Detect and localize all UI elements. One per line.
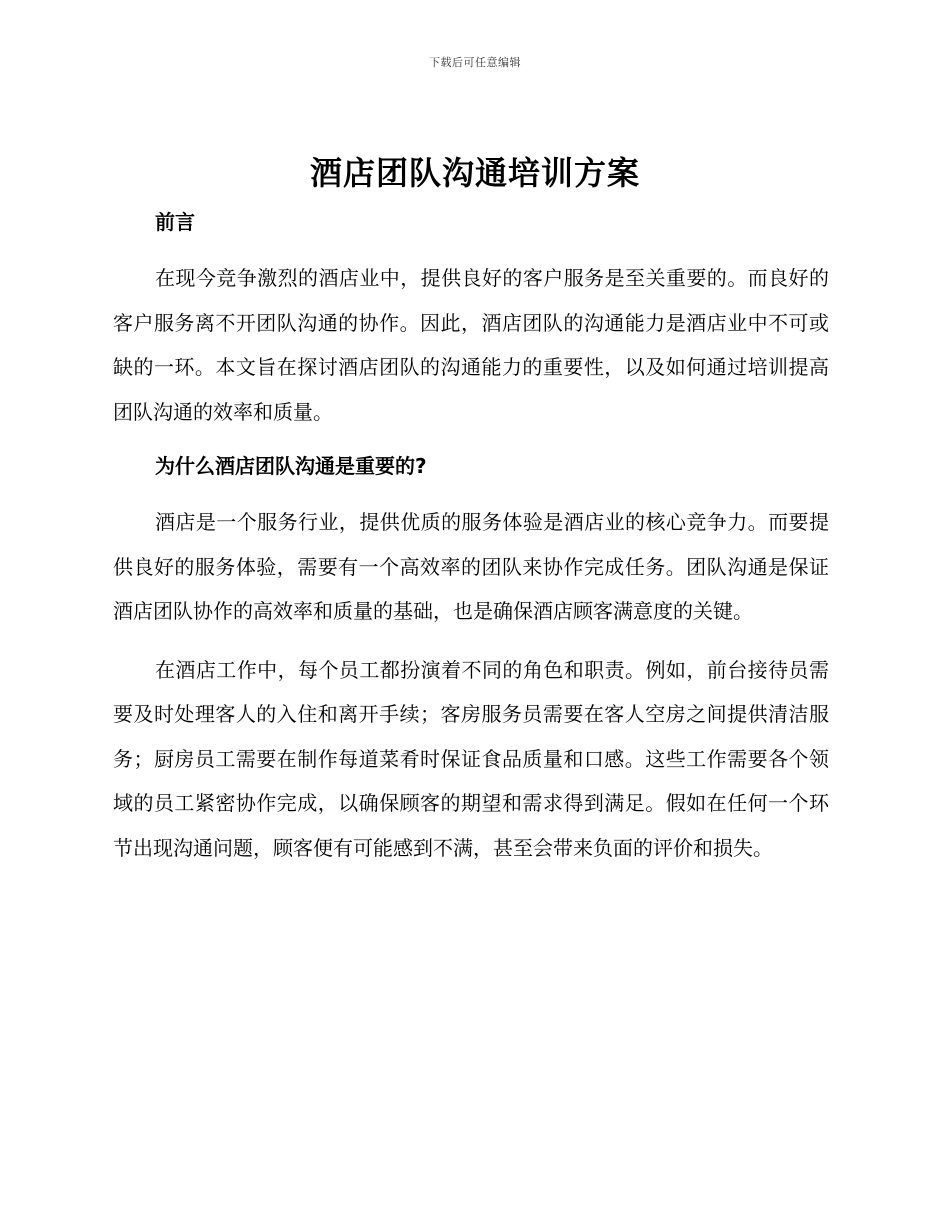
header-note: 下载后可任意编辑 [429, 56, 521, 69]
paragraph: 酒店是一个服务行业，提供优质的服务体验是酒店业的核心竞争力。而要提供良好的服务体验，需要有一个高效率的团队来协作完成任务。团队沟通是保证酒店团队协作的高效率和质量的基础，也是确保酒店顾客满意度的关键。 [113, 510, 829, 623]
section-heading-importance: 为什么酒店团队沟通是重要的? [155, 454, 427, 478]
section-heading-preface: 前言 [155, 210, 195, 234]
document-title: 酒店团队沟通培训方案 [309, 154, 640, 192]
paragraph: 在现今竞争激烈的酒店业中，提供良好的客户服务是至关重要的。而良好的客户服务离不开团队沟通的协作。因此，酒店团队的沟通能力是酒店业中不可或缺的一环。本文旨在探讨酒店团队的沟通能力的重要性，以及如何通过培训提高团队沟通的效率和质量。 [113, 266, 829, 424]
paragraph: 在酒店工作中，每个员工都扮演着不同的角色和职责。例如，前台接待员需要及时处理客人的入住和离开手续；客房服务员需要在客人空房之间提供清洁服务；厨房员工需要在制作每道菜肴时保证食品质量和口感。这些工作需要各个领域的员工紧密协作完成，以确保顾客的期望和需求得到满足。假如在任何一个环节出现沟通问题，顾客便有可能感到不满，甚至会带来负面的评价和损失。 [113, 657, 829, 860]
document-body [113, 204, 829, 884]
